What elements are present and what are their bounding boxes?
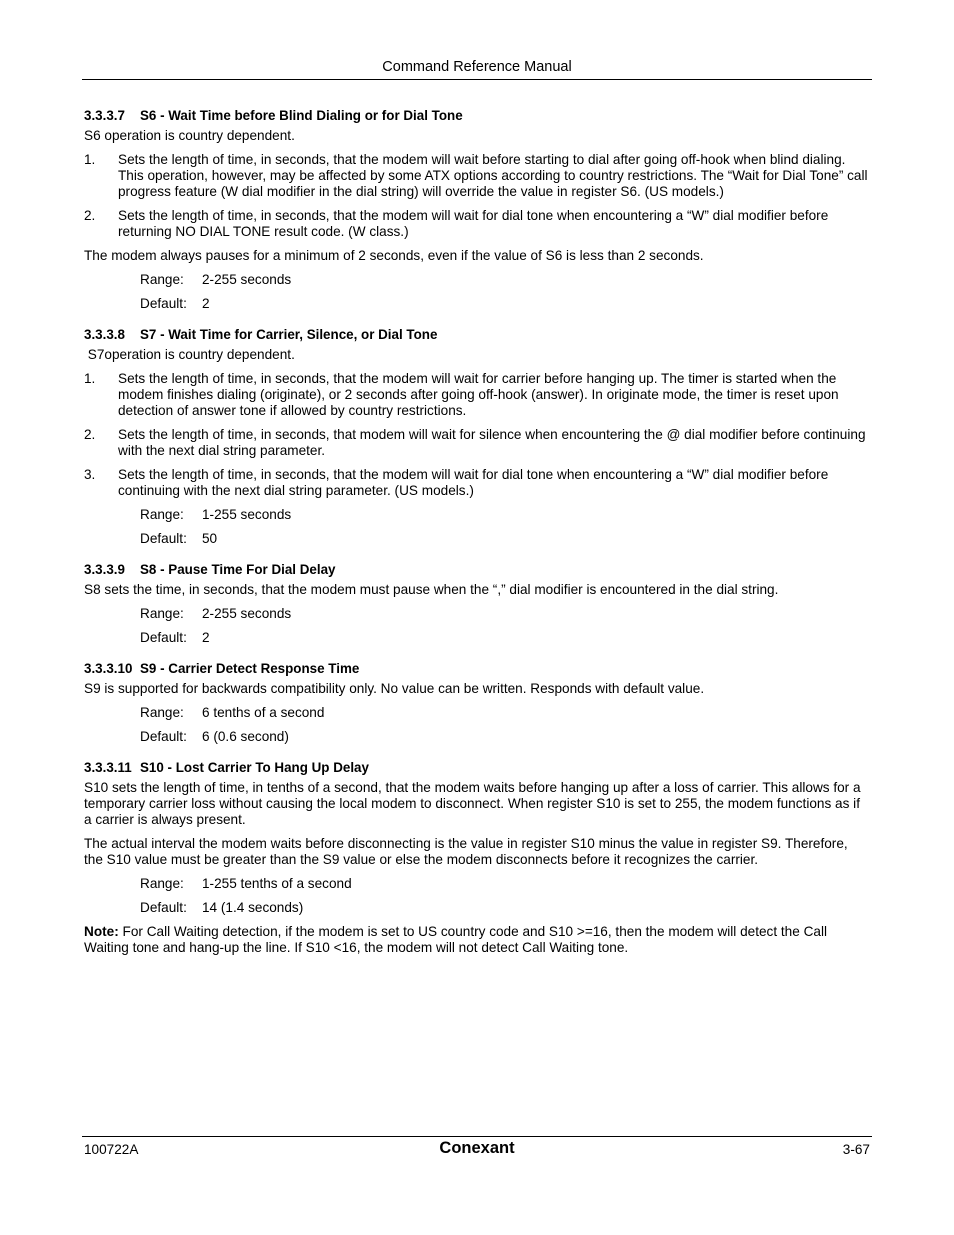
section-title: S6 - Wait Time before Blind Dialing or for Dial Tone — [140, 108, 463, 123]
section-number: 3.3.3.11 — [84, 760, 132, 775]
default-label: Default: — [140, 729, 187, 744]
default-row — [140, 900, 870, 916]
header-divider — [82, 79, 872, 80]
default-value: 2 — [202, 630, 210, 645]
page-content — [84, 108, 870, 964]
list-marker: 1. — [84, 371, 96, 386]
range-row — [140, 272, 870, 288]
list-item — [84, 371, 870, 419]
range-row — [140, 606, 870, 622]
section-title: S7 - Wait Time for Carrier, Silence, or Dial Tone — [140, 327, 438, 342]
range-row — [140, 876, 870, 892]
footer-page-number: 3-67 — [842, 1142, 870, 1157]
list-item-text: Sets the length of time, in seconds, that the modem will wait for dial tone when encountering a “W” dial modifier before continuing with the next dial string parameter. (US models.) — [118, 467, 829, 498]
section-s7 — [84, 327, 870, 547]
list-item-text: Sets the length of time, in seconds, that the modem will wait for carrier before hanging up. The timer is started when the modem finishes dialing (originate), or 2 seconds after going off-hook (answer). In originate mode, the timer is reset upon detection of answer tone if allowed by country restrictions. — [118, 371, 839, 418]
section-heading — [84, 327, 870, 343]
section-s6 — [84, 108, 870, 312]
range-row — [140, 507, 870, 523]
section-heading — [84, 661, 870, 677]
section-s10 — [84, 760, 870, 956]
default-value: 14 (1.4 seconds) — [202, 900, 304, 915]
list-item-text: Sets the length of time, in seconds, that modem will wait for silence when encountering the @ dial modifier before continuing with the next dial string parameter. — [118, 427, 866, 458]
section-title: S8 - Pause Time For Dial Delay — [140, 562, 336, 577]
list-item-text: Sets the length of time, in seconds, that the modem will wait for dial tone when encountering a “W” dial modifier before returning NO DIAL TONE result code. (W class.) — [118, 208, 829, 239]
section-paragraph: The actual interval the modem waits before disconnecting is the value in register S10 minus the value in register S9. Therefore, the S10 value must be greater than the S9 value or else the modem disconnects before it recognizes the carrier. — [84, 836, 848, 867]
footer-company: Conexant — [439, 1139, 515, 1157]
page-header-title: Command Reference Manual — [382, 59, 572, 75]
note-text: For Call Waiting detection, if the modem is set to US country code and S10 >=16, then the modem will detect the Call Waiting tone and hang-up the line. If S10 <16, the modem will not detect Call Waiting tone. — [84, 924, 831, 955]
default-value: 50 — [202, 531, 218, 546]
default-row — [140, 296, 870, 312]
range-label: Range: — [140, 876, 184, 891]
section-intro: S9 is supported for backwards compatibility only. No value can be written. Responds with default value. — [84, 681, 705, 696]
section-intro: S6 operation is country dependent. — [84, 128, 295, 143]
list-item-text: Sets the length of time, in seconds, that the modem will wait before starting to dial after going off-hook when blind dialing. This operation, however, may be affected by some ATX options according to country restrictions. The “Wait for Dial Tone” call progress feature (W dial modifier in the dial string) will override the value in register S6. (US models.) — [118, 152, 868, 199]
default-row — [140, 729, 870, 745]
section-number: 3.3.3.7 — [84, 108, 125, 123]
range-value: 2-255 seconds — [202, 272, 292, 287]
list-marker: 3. — [84, 467, 96, 482]
section-heading — [84, 108, 870, 124]
range-value: 1-255 tenths of a second — [202, 876, 352, 891]
list-marker: 2. — [84, 208, 96, 223]
section-number: 3.3.3.9 — [84, 562, 125, 577]
default-label: Default: — [140, 531, 187, 546]
note-label: Note: — [84, 924, 119, 939]
default-row — [140, 630, 870, 646]
range-label: Range: — [140, 705, 184, 720]
default-label: Default: — [140, 296, 187, 311]
range-label: Range: — [140, 272, 184, 287]
numbered-list — [84, 371, 870, 499]
range-label: Range: — [140, 606, 184, 621]
section-intro: S10 sets the length of time, in tenths of a second, that the modem waits before hanging up after a loss of carrier. This allows for a temporary carrier loss without causing the local modem to disconnect. When register S10 is set to 255, the modem functions as if a carrier is always present. — [84, 780, 861, 827]
range-label: Range: — [140, 507, 184, 522]
section-number: 3.3.3.10 — [84, 661, 133, 676]
default-value: 6 (0.6 second) — [202, 729, 289, 744]
list-item — [84, 427, 870, 459]
list-marker: 1. — [84, 152, 96, 167]
list-marker: 2. — [84, 427, 96, 442]
section-heading — [84, 562, 870, 578]
section-title: S9 - Carrier Detect Response Time — [140, 661, 360, 676]
list-item — [84, 467, 870, 499]
range-value: 2-255 seconds — [202, 606, 292, 621]
list-item — [84, 152, 870, 200]
range-value: 1-255 seconds — [202, 507, 292, 522]
section-s9 — [84, 661, 870, 745]
range-value: 6 tenths of a second — [202, 705, 325, 720]
footer-divider — [82, 1136, 872, 1137]
default-row — [140, 531, 870, 547]
default-value: 2 — [202, 296, 210, 311]
range-row — [140, 705, 870, 721]
footer-doc-number: 100722A — [84, 1142, 139, 1157]
section-heading — [84, 760, 870, 776]
section-intro: S8 sets the time, in seconds, that the modem must pause when the “,” dial modifier is encountered in the dial string. — [84, 582, 779, 597]
section-number: 3.3.3.8 — [84, 327, 125, 342]
note-paragraph — [84, 924, 870, 956]
section-paragraph: The modem always pauses for a minimum of 2 seconds, even if the value of S6 is less than 2 seconds. — [84, 248, 704, 263]
section-intro: S7operation is country dependent. — [84, 347, 295, 362]
default-label: Default: — [140, 900, 187, 915]
numbered-list — [84, 152, 870, 240]
default-label: Default: — [140, 630, 187, 645]
section-title: S10 - Lost Carrier To Hang Up Delay — [140, 760, 369, 775]
section-s8 — [84, 562, 870, 646]
list-item — [84, 208, 870, 240]
